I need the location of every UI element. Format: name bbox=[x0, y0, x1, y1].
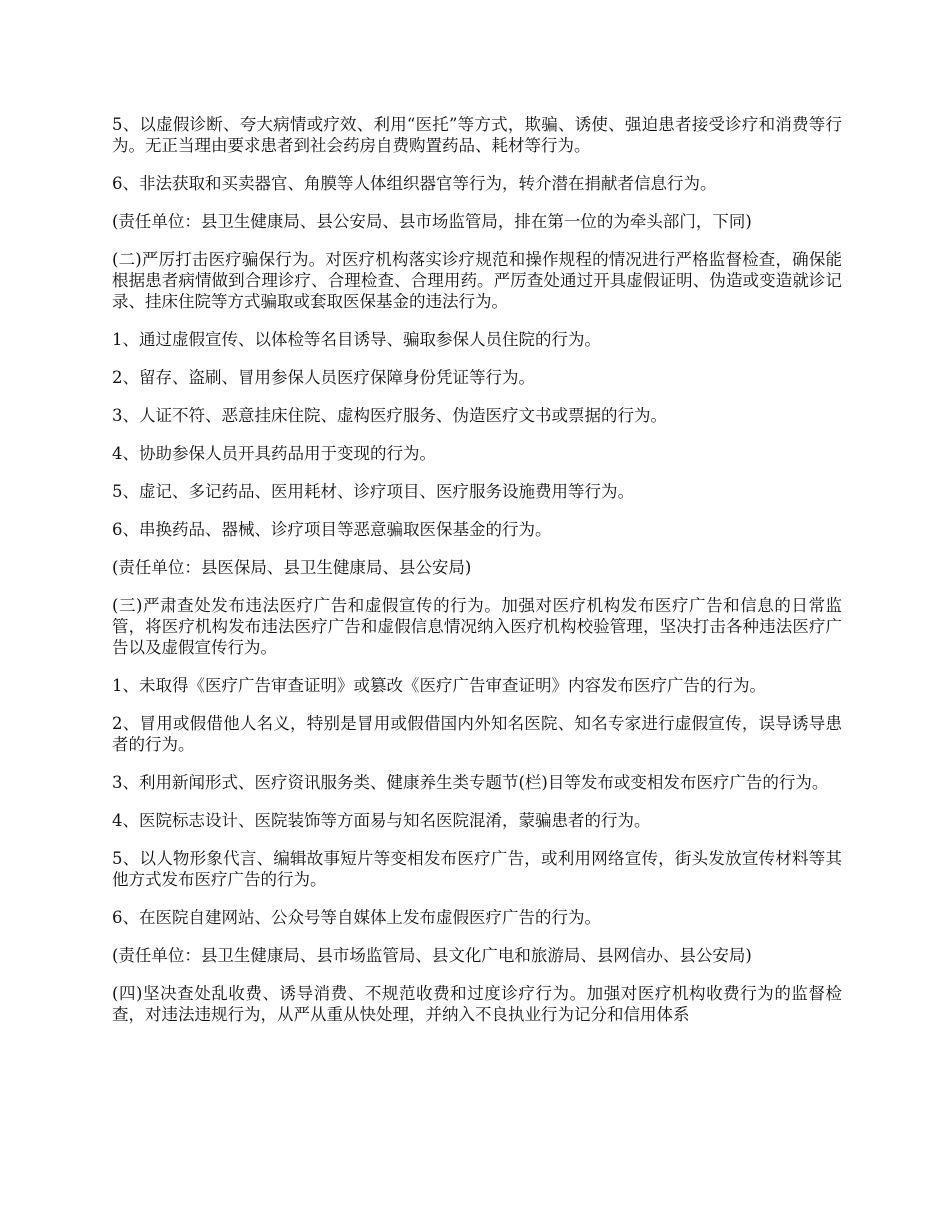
paragraph: 1、通过虚假宣传、以体检等名目诱导、骗取参保人员住院的行为。 bbox=[112, 330, 601, 349]
document-body bbox=[112, 114, 842, 1042]
paragraph: (责任单位：县卫生健康局、县公安局、县市场监管局，排在第一位的为牵头部门，下同) bbox=[112, 212, 752, 231]
paragraph: 6、非法获取和买卖器官、角膜等人体组织器官等行为，转介潜在捐献者信息行为。 bbox=[112, 174, 717, 193]
paragraph: (责任单位：县医保局、县卫生健康局、县公安局) bbox=[112, 558, 472, 577]
paragraph: (责任单位：县卫生健康局、县市场监管局、县文化广电和旅游局、县网信办、县公安局) bbox=[112, 946, 752, 965]
paragraph: (四)坚决查处乱收费、诱导消费、不规范收费和过度诊疗行为。加强对医疗机构收费行为的监督检查，对违法违规行为，从严从重从快处理，并纳入不良执业行为记分和信用体系 bbox=[112, 984, 842, 1024]
paragraph: 5、以人物形象代言、编辑故事短片等变相发布医疗广告，或利用网络宣传，街头发放宣传材料等其他方式发布医疗广告的行为。 bbox=[112, 849, 842, 889]
paragraph: 5、虚记、多记药品、医用耗材、诊疗项目、医疗服务设施费用等行为。 bbox=[112, 482, 634, 501]
paragraph: 2、冒用或假借他人名义，特别是冒用或假借国内外知名医院、知名专家进行虚假宣传，误导诱导患者的行为。 bbox=[112, 714, 842, 754]
paragraph: 6、在医院自建网站、公众号等自媒体上发布虚假医疗广告的行为。 bbox=[112, 908, 601, 927]
paragraph: 3、利用新闻形式、医疗资讯服务类、健康养生类专题节(栏)目等发布或变相发布医疗广告的行为。 bbox=[112, 773, 829, 792]
paragraph: 3、人证不符、恶意挂床住院、虚构医疗服务、伪造医疗文书或票据的行为。 bbox=[112, 406, 667, 425]
paragraph: 1、未取得《医疗广告审查证明》或篡改《医疗广告审查证明》内容发布医疗广告的行为。 bbox=[112, 676, 766, 695]
paragraph: 4、协助参保人员开具药品用于变现的行为。 bbox=[112, 444, 436, 463]
paragraph: 2、留存、盗刷、冒用参保人员医疗保障身份凭证等行为。 bbox=[112, 368, 535, 387]
paragraph: (三)严肃查处发布违法医疗广告和虚假宣传的行为。加强对医疗机构发布医疗广告和信息的日常监管，将医疗机构发布违法医疗广告和虚假信息情况纳入医疗机构校验管理，坚决打击各种违法医疗广告以及虚假宣传行为。 bbox=[112, 596, 842, 657]
paragraph: 6、串换药品、器械、诊疗项目等恶意骗取医保基金的行为。 bbox=[112, 520, 552, 539]
paragraph: 5、以虚假诊断、夸大病情或疗效、利用“医托”等方式，欺骗、诱使、强迫患者接受诊疗和消费等行为。无正当理由要求患者到社会药房自费购置药品、耗材等行为。 bbox=[112, 115, 842, 155]
paragraph: (二)严厉打击医疗骗保行为。对医疗机构落实诊疗规范和操作规程的情况进行严格监督检查，确保能根据患者病情做到合理诊疗、合理检查、合理用药。严厉查处通过开具虚假证明、伪造或变造就诊记录、挂床住院等方式骗取或套取医保基金的违法行为。 bbox=[112, 250, 842, 311]
paragraph: 4、医院标志设计、医院装饰等方面易与知名医院混淆，蒙骗患者的行为。 bbox=[112, 811, 651, 830]
